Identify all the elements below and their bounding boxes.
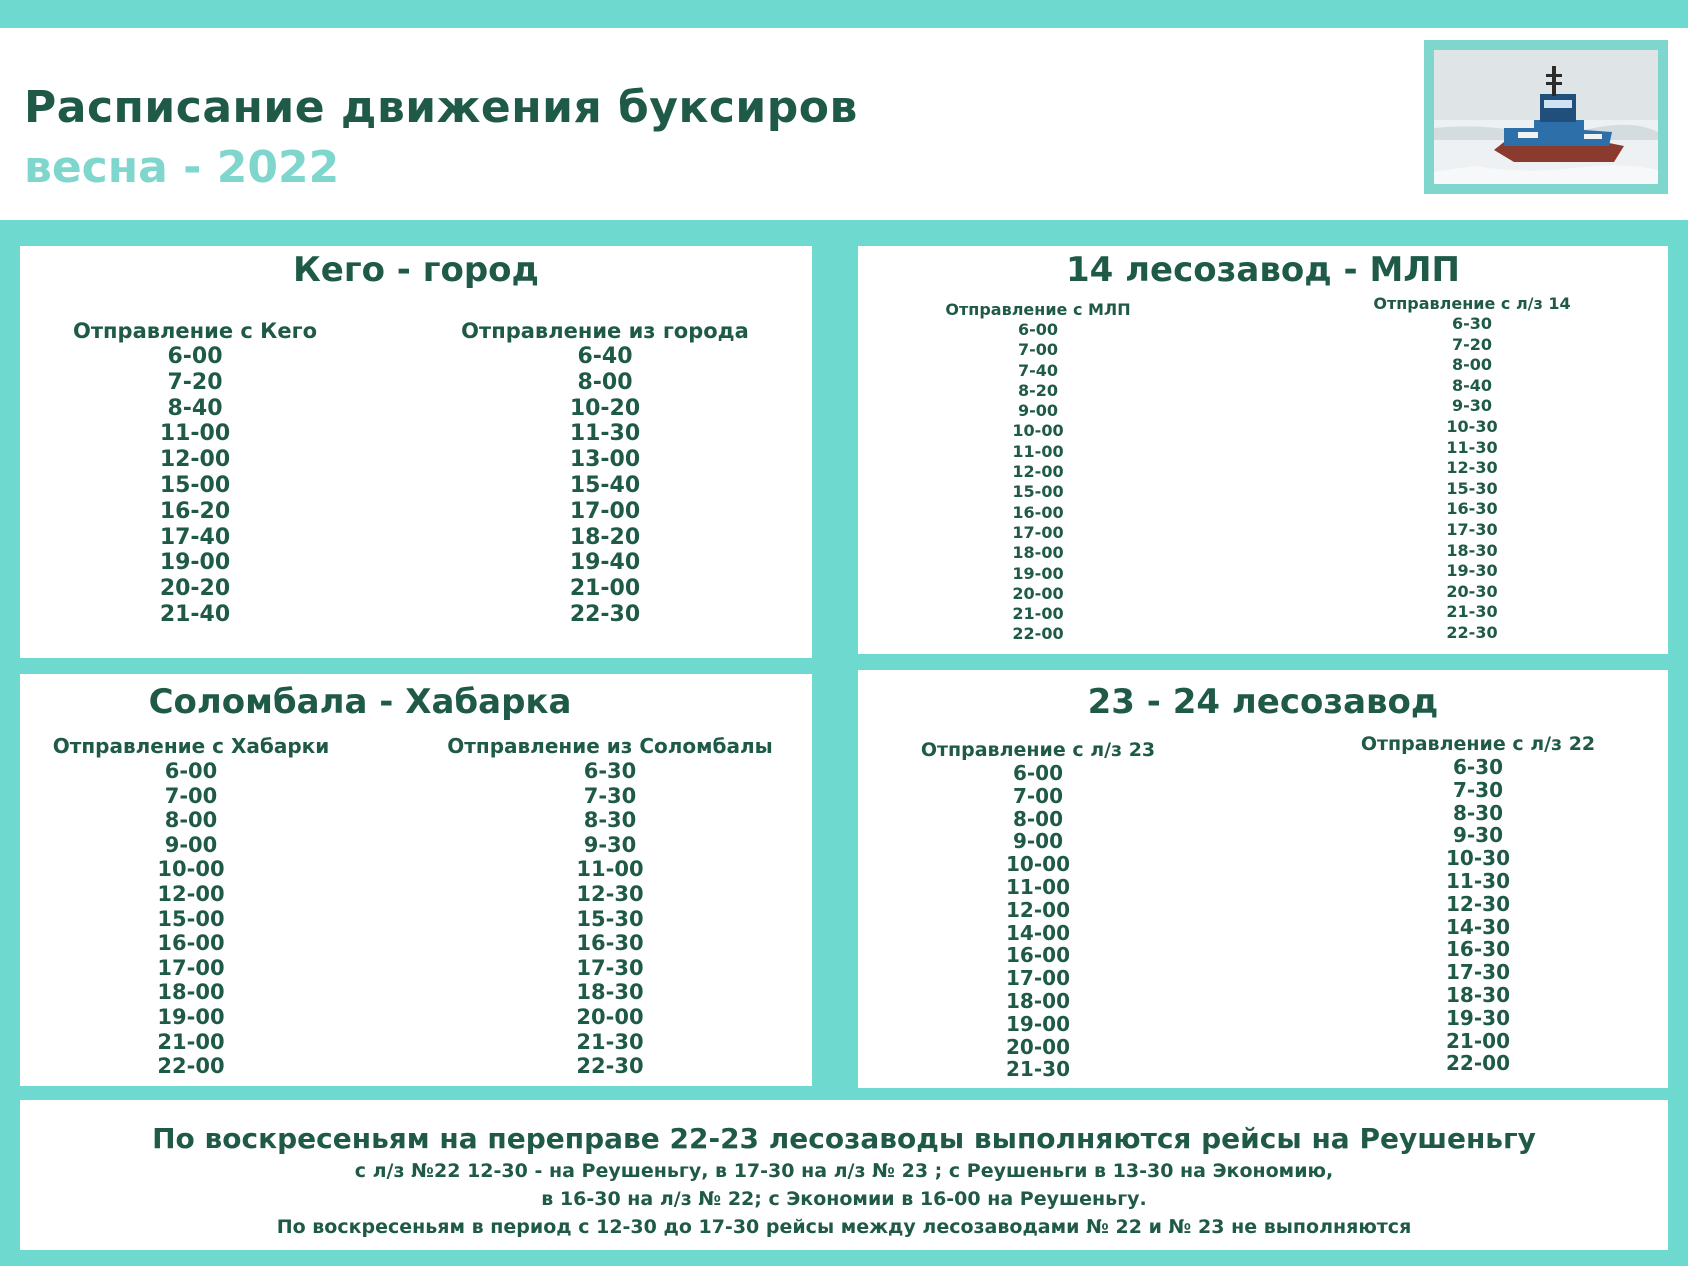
time-cell: 21-00 <box>1012 604 1064 624</box>
time-cell: 6-00 <box>164 759 218 783</box>
time-cell: 8-00 <box>164 808 218 833</box>
time-cell: 7-30 <box>583 783 637 808</box>
time-cell: 7-20 <box>167 369 223 395</box>
time-cell: 9-30 <box>583 832 637 857</box>
time-cell: 21-00 <box>569 576 641 602</box>
header <box>0 28 1688 220</box>
column-from-kego <box>40 318 350 628</box>
column-header: Отправление с л/з 14 <box>1373 294 1571 313</box>
panel-title-solombala: Соломбала - Хабарка <box>148 682 572 722</box>
time-cell: 6-00 <box>1012 761 1064 785</box>
time-cell: 17-00 <box>569 498 641 524</box>
time-cell: 16-00 <box>157 931 225 956</box>
time-cell: 8-40 <box>1451 375 1493 395</box>
time-cell: 21-30 <box>1446 602 1498 622</box>
column-from-khabarka <box>36 734 346 1079</box>
time-cell: 20-30 <box>1446 581 1498 601</box>
time-cell: 19-30 <box>1446 1005 1510 1030</box>
time-cell: 17-30 <box>1446 519 1498 539</box>
time-cell: 11-30 <box>1446 437 1498 457</box>
time-cell: 19-00 <box>1006 1011 1070 1036</box>
time-cell: 12-30 <box>576 881 644 906</box>
time-cell: 17-40 <box>159 524 231 550</box>
time-cell: 16-30 <box>1446 499 1498 519</box>
time-cell: 14-00 <box>1006 920 1070 945</box>
time-cell: 17-00 <box>1006 966 1070 991</box>
time-cell: 22-00 <box>1446 1051 1510 1076</box>
time-cell: 16-30 <box>1446 937 1510 962</box>
time-cell: 11-00 <box>1006 874 1070 899</box>
time-cell: 13-00 <box>569 447 641 473</box>
time-cell: 20-00 <box>1006 1034 1070 1059</box>
time-cell: 9-30 <box>1451 396 1493 416</box>
time-cell: 9-00 <box>1017 401 1059 421</box>
column-header: Отправление с Хабарки <box>52 734 330 758</box>
time-cell: 11-30 <box>1446 868 1510 893</box>
time-cell: 10-00 <box>1012 421 1064 441</box>
column-header: Отправление из города <box>461 319 749 343</box>
time-cell: 15-00 <box>159 472 231 498</box>
time-cell: 17-30 <box>1446 960 1510 985</box>
time-cell: 7-30 <box>1452 777 1504 802</box>
time-cell: 22-30 <box>569 601 641 627</box>
time-cell: 7-00 <box>1017 340 1059 360</box>
time-cell: 18-00 <box>1006 988 1070 1013</box>
panel-title-lz2324: 23 - 24 лесозавод <box>1087 682 1439 722</box>
time-cell: 18-20 <box>569 524 641 550</box>
column-from-city <box>440 318 770 628</box>
column-from-lz23 <box>908 738 1168 1081</box>
panel-solombala <box>20 674 812 1086</box>
time-cell: 18-00 <box>1012 543 1064 563</box>
panel-kego <box>20 246 812 658</box>
time-cell: 7-40 <box>1017 360 1059 380</box>
time-cell: 8-00 <box>577 369 633 395</box>
time-cell: 6-40 <box>577 344 633 369</box>
panel-title-mlp: 14 лесозавод - МЛП <box>1066 250 1460 290</box>
time-cell: 19-00 <box>157 1004 225 1029</box>
times-list <box>40 344 350 628</box>
time-cell: 22-00 <box>157 1054 225 1079</box>
time-cell: 12-30 <box>1446 458 1498 478</box>
time-cell: 22-30 <box>1446 622 1498 642</box>
panel-lz2324 <box>858 670 1668 1088</box>
sunday-notice <box>20 1100 1668 1250</box>
time-cell: 12-00 <box>159 447 231 473</box>
time-cell: 18-30 <box>1446 982 1510 1007</box>
column-header: Отправление из Соломбалы <box>447 734 773 758</box>
tugboat-icon <box>1434 50 1658 184</box>
time-cell: 6-00 <box>167 344 223 369</box>
column-header: Отправление с л/з 22 <box>1360 733 1596 755</box>
column-from-lz22 <box>1348 732 1608 1075</box>
time-cell: 12-30 <box>1446 891 1510 916</box>
time-cell: 6-00 <box>1017 320 1059 339</box>
time-cell: 21-00 <box>157 1029 225 1054</box>
time-cell: 21-40 <box>159 601 231 627</box>
column-header: Отправление с МЛП <box>945 300 1131 319</box>
time-cell: 18-30 <box>1446 540 1498 560</box>
time-cell: 8-30 <box>583 808 637 833</box>
time-cell: 8-20 <box>1017 380 1059 400</box>
time-cell: 12-00 <box>1006 897 1070 922</box>
time-cell: 11-00 <box>576 857 644 882</box>
time-cell: 19-40 <box>569 550 641 576</box>
time-cell: 10-00 <box>1006 852 1070 877</box>
time-cell: 22-00 <box>1012 624 1064 644</box>
column-from-lz14 <box>1352 294 1592 644</box>
time-cell: 18-30 <box>576 980 644 1005</box>
notice-line: По воскресеньям в период с 12-30 до 17-30 рейсы между лесозаводами № 22 и № 23 не выполняются <box>276 1216 1412 1238</box>
time-cell: 9-30 <box>1452 823 1504 848</box>
times-list <box>1348 756 1608 1075</box>
time-cell: 15-00 <box>157 906 225 931</box>
time-cell: 20-00 <box>576 1004 644 1029</box>
times-list <box>918 320 1158 645</box>
time-cell: 11-00 <box>1012 441 1064 461</box>
column-header: Отправление с Кего <box>73 319 317 343</box>
time-cell: 7-20 <box>1451 334 1493 354</box>
time-cell: 8-00 <box>1451 355 1493 375</box>
time-cell: 14-30 <box>1446 914 1510 939</box>
panel-title-kego: Кего - город <box>292 250 540 290</box>
column-from-solombala <box>410 734 810 1079</box>
times-list <box>908 762 1168 1081</box>
time-cell: 11-00 <box>159 421 231 447</box>
time-cell: 18-00 <box>157 980 225 1005</box>
times-list <box>440 344 770 628</box>
time-cell: 19-00 <box>1012 563 1064 583</box>
column-from-mlp <box>918 300 1158 645</box>
tugboat-photo <box>1424 40 1668 194</box>
notice-heading: По воскресеньям на переправе 22-23 лесозаводы выполняются рейсы на Реушеньгу <box>152 1122 1536 1155</box>
time-cell: 9-00 <box>164 832 218 857</box>
time-cell: 17-00 <box>1012 522 1064 542</box>
time-cell: 16-00 <box>1006 943 1070 968</box>
time-cell: 12-00 <box>157 881 225 906</box>
time-cell: 11-30 <box>569 421 641 447</box>
column-header: Отправление с л/з 23 <box>920 739 1156 761</box>
time-cell: 15-30 <box>1446 478 1498 498</box>
time-cell: 21-00 <box>1446 1028 1510 1053</box>
time-cell: 10-20 <box>569 395 641 421</box>
time-cell: 16-30 <box>576 931 644 956</box>
time-cell: 7-00 <box>164 783 218 808</box>
time-cell: 20-00 <box>1012 583 1064 603</box>
time-cell: 9-00 <box>1012 829 1064 854</box>
times-list <box>36 759 346 1079</box>
time-cell: 7-00 <box>1012 783 1064 808</box>
time-cell: 17-00 <box>157 955 225 980</box>
time-cell: 20-20 <box>159 576 231 602</box>
time-cell: 8-40 <box>167 395 223 421</box>
time-cell: 8-30 <box>1452 800 1504 825</box>
time-cell: 21-30 <box>576 1029 644 1054</box>
time-cell: 12-00 <box>1012 462 1064 482</box>
time-cell: 21-30 <box>1006 1057 1070 1082</box>
page-subtitle: весна - 2022 <box>24 142 340 193</box>
time-cell: 19-30 <box>1446 561 1498 581</box>
time-cell: 10-30 <box>1446 416 1498 436</box>
panel-mlp <box>858 246 1668 654</box>
time-cell: 10-30 <box>1446 846 1510 871</box>
time-cell: 19-00 <box>159 550 231 576</box>
time-cell: 15-00 <box>1012 482 1064 502</box>
time-cell: 8-00 <box>1012 806 1064 831</box>
page-title: Расписание движения буксиров <box>24 82 858 133</box>
notice-line: в 16-30 на л/з № 22; с Экономии в 16-00 на Реушеньгу. <box>541 1188 1147 1210</box>
time-cell: 6-30 <box>583 759 637 783</box>
time-cell: 15-30 <box>576 906 644 931</box>
time-cell: 17-30 <box>576 955 644 980</box>
time-cell: 15-40 <box>569 472 641 498</box>
times-list <box>1352 314 1592 644</box>
time-cell: 16-00 <box>1012 502 1064 522</box>
time-cell: 10-00 <box>157 857 225 882</box>
time-cell: 6-30 <box>1452 755 1504 779</box>
times-list <box>410 759 810 1079</box>
time-cell: 6-30 <box>1451 314 1493 333</box>
time-cell: 22-30 <box>576 1054 644 1079</box>
time-cell: 16-20 <box>159 498 231 524</box>
notice-line: с л/з №22 12-30 - на Реушеньгу, в 17-30 на л/з № 23 ; с Реушеньги в 13-30 на Экономию, <box>354 1160 1334 1182</box>
